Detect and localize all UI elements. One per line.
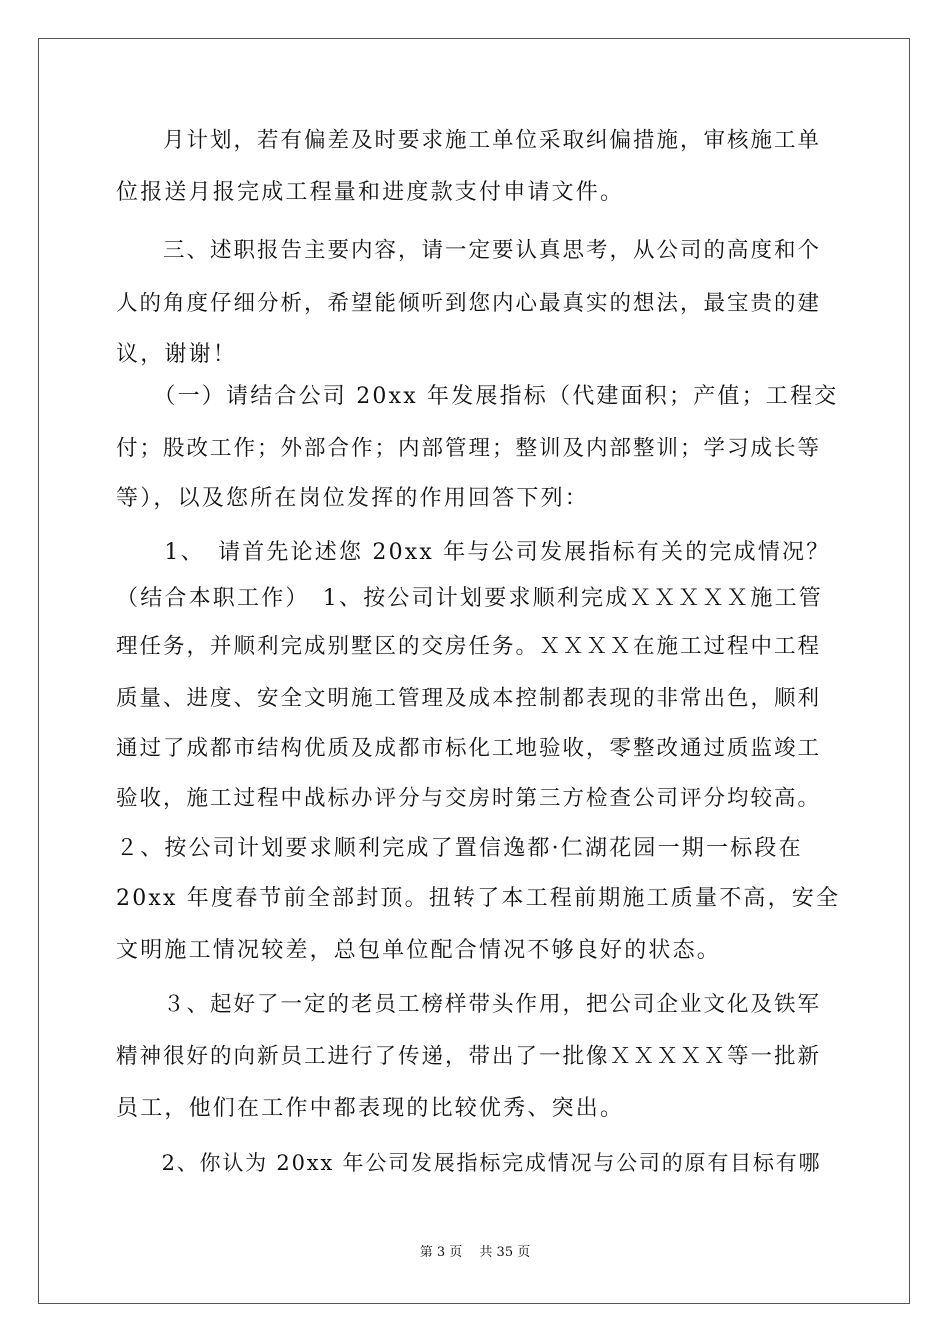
text-line: 理任务，并顺利完成别墅区的交房任务。ＸＸＸＸ在施工过程中工程 <box>116 634 822 659</box>
text-line: （结合本职工作） 1、按公司计划要求顺利完成ＸＸＸＸＸ施工管 <box>116 586 823 611</box>
text-line: （一）请结合公司 20xx 年发展指标（代建面积；产值；工程交 <box>116 384 839 409</box>
text-line: 验收，施工过程中战标办评分与交房时第三方检查公司评分均较高。 <box>116 786 822 811</box>
text-line: 人的角度仔细分析，希望能倾听到您内心最真实的想法，最宝贵的建 <box>116 291 822 316</box>
text-line: 议，谢谢！ <box>116 342 238 367</box>
text-line: 等），以及您所在岗位发挥的作用回答下列： <box>116 486 590 511</box>
text-line: 员工，他们在工作中都表现的比较优秀、突出。 <box>116 1096 625 1121</box>
page-number-footer: 第 3 页 共 35 页 <box>419 1245 531 1260</box>
text-line: 20xx 年度春节前全部封顶。扭转了本工程前期施工质量不高，安全 <box>116 886 841 911</box>
text-line: ３、起好了一定的老员工榜样带头作用，把公司企业文化及铁军 <box>116 992 822 1017</box>
text-line: 质量、进度、安全文明施工管理及成本控制都表现的非常出色，顺利 <box>116 686 822 711</box>
text-line: 位报送月报完成工程量和进度款支付申请文件。 <box>116 180 625 205</box>
text-line: 通过了成都市结构优质及成都市标化工地验收，零整改通过质监竣工 <box>116 736 822 761</box>
text-line: 文明施工情况较差，总包单位配合情况不够良好的状态。 <box>116 938 722 963</box>
text-line: 付；股改工作；外部合作；内部管理；整训及内部整训；学习成长等 <box>116 436 822 461</box>
text-line: 2、你认为 20xx 年公司发展指标完成情况与公司的原有目标有哪 <box>116 1151 822 1175</box>
text-line: 三、述职报告主要内容，请一定要认真思考，从公司的高度和个 <box>116 238 822 263</box>
text-line: ２、按公司计划要求顺利完成了置信逸都·仁湖花园一期一标段在 <box>116 836 803 861</box>
text-line: 精神很好的向新员工进行了传递，带出了一批像ＸＸＸＸＸ等一批新 <box>116 1044 822 1069</box>
text-line: 月计划，若有偏差及时要求施工单位采取纠偏措施，审核施工单 <box>116 128 822 153</box>
text-line: 1、 请首先论述您 20xx 年与公司发展指标有关的完成情况？ <box>116 540 831 565</box>
